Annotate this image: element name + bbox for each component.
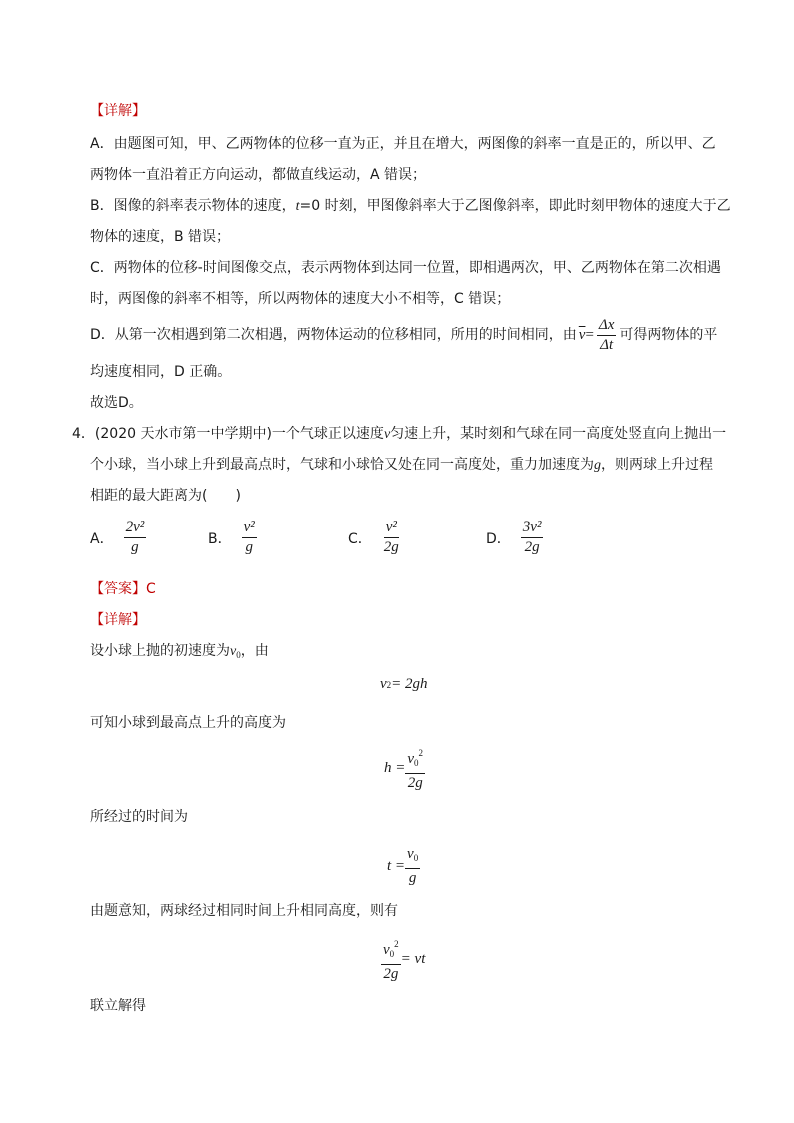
text-segment: B．图像的斜率表示物体的速度， (90, 198, 296, 214)
fraction-numerator (405, 745, 425, 774)
exponent: 2 (418, 748, 424, 758)
solution-step-5: 联立解得 (90, 998, 146, 1014)
fraction-denominator: Δt (600, 336, 614, 353)
variable: v (407, 751, 415, 767)
fraction-numerator: v² (384, 519, 399, 538)
equation-1 (380, 676, 428, 693)
subscript: 0 (236, 650, 241, 660)
option-a-explanation-line-1: A．由题图可知，甲、乙两物体的位移一直为正，并且在增大，两图像的斜率一直是正的，所以甲、乙 (90, 136, 716, 152)
fraction-denominator: 2g (524, 539, 540, 555)
variable-v0 (230, 644, 241, 659)
fraction-denominator: g (131, 539, 139, 555)
text-segment: D．从第一次相遇到第二次相遇，两物体运动的位移相同，所用的时间相同，由 (90, 327, 577, 343)
question-4-line-3: 相距的最大距离为( ) (90, 488, 241, 504)
equation-2 (384, 745, 425, 792)
answer-value: C (146, 581, 156, 597)
fraction-denominator: 2g (407, 775, 423, 791)
fraction-numerator (405, 846, 420, 869)
equation-lhs: t = (387, 858, 406, 874)
question-number: 4． (72, 426, 95, 442)
fraction-denominator: g (245, 539, 253, 555)
option-d-explanation-line-1 (90, 318, 717, 352)
detail-header-2: 【详解】 (90, 612, 146, 628)
text-segment: ，则两球上升过程 (601, 457, 713, 473)
equation-rhs: = 2gh (391, 676, 428, 692)
solution-step-1 (90, 641, 269, 665)
equation-fraction (405, 745, 425, 792)
subscript: 0 (413, 853, 419, 863)
solution-step-2: 可知小球到最高点上升的高度为 (90, 715, 286, 731)
variable-v: v (383, 427, 391, 442)
fraction-denominator: 2g (383, 539, 399, 555)
equation-4 (381, 936, 425, 983)
option-a (90, 519, 146, 556)
option-label: A． (90, 530, 114, 547)
answer-header: 【答案】 (90, 581, 146, 597)
subscript: 0 (389, 949, 395, 959)
question-4-line-1 (72, 424, 726, 445)
option-fraction (521, 519, 544, 556)
option-fraction (382, 519, 401, 556)
text-segment: ，由 (240, 643, 269, 659)
equation-variable: v (380, 676, 387, 692)
option-a-explanation-line-2: 两物体一直沿着正方向运动，都做直线运动，A 错误； (90, 167, 427, 183)
equation-fraction (381, 936, 401, 983)
variable-t: t (295, 199, 300, 214)
equation-lhs: h = (384, 760, 406, 776)
option-fraction (124, 519, 147, 556)
option-fraction (242, 519, 257, 556)
option-d (486, 519, 543, 556)
solution-step-3: 所经过的时间为 (90, 809, 188, 825)
option-label: D． (486, 530, 511, 547)
option-label: B． (208, 530, 232, 547)
exponent: 2 (394, 939, 399, 949)
variable: v (383, 942, 390, 958)
fraction-denominator: 2g (383, 966, 399, 982)
fraction-numerator: 3v² (521, 519, 544, 538)
option-c-explanation-line-1: C．两物体的位移-时间图像交点，表示两物体到达同一位置，即相遇两次，甲、乙两物体在第二次相遇 (90, 260, 721, 276)
option-b (208, 519, 257, 556)
option-b-explanation-line-1 (90, 196, 731, 217)
answer-line (90, 579, 156, 599)
option-b-explanation-line-2: 物体的速度，B 错误； (90, 229, 231, 245)
subscript: 0 (414, 758, 419, 768)
delta-fraction (597, 317, 616, 354)
text-segment: (2020 天水市第一中学期中)一个气球正以速度 (94, 426, 384, 442)
text-segment: 设小球上抛的初速度为 (90, 643, 230, 659)
question-4-line-2 (90, 455, 713, 476)
equation-fraction (405, 846, 420, 887)
variable: v (407, 846, 414, 862)
text-segment: 匀速上升，某时刻和气球在同一高度处竖直向上抛出一 (390, 426, 727, 442)
equals-sign: = (585, 327, 594, 343)
variable-g: g (594, 458, 601, 473)
option-d-explanation-line-2: 均速度相同，D 正确。 (90, 364, 232, 380)
option-label: C． (348, 530, 372, 547)
fraction-numerator: 2v² (124, 519, 147, 538)
average-velocity-symbol: $\overline{v}$ (578, 327, 586, 343)
solution-step-4: 由题意知，两球经过相同时间上升相同高度，则有 (90, 903, 398, 919)
option-c (348, 519, 401, 556)
text-segment: =0 时刻，甲图像斜率大于乙图像斜率，即此时刻甲物体的速度大于乙 (299, 198, 731, 214)
fraction-numerator: Δx (597, 317, 616, 336)
exponent: 2 (386, 679, 392, 690)
option-c-explanation-line-2: 时，两图像的斜率不相等，所以两物体的速度大小不相等，C 错误； (90, 291, 511, 307)
fraction-denominator: g (408, 870, 417, 886)
text-segment: 个小球，当小球上升到最高点时，气球和小球恰又处在同一高度处，重力加速度为 (90, 457, 594, 473)
text-segment: 可得两物体的平 (619, 327, 718, 343)
equation-3 (387, 846, 420, 887)
fraction-numerator: v² (242, 519, 257, 538)
variable: v (230, 644, 237, 659)
fraction-numerator (381, 936, 401, 965)
detail-header: 【详解】 (90, 103, 146, 119)
equation-rhs: = vt (400, 951, 426, 967)
choice-conclusion: 故选D。 (90, 395, 143, 411)
